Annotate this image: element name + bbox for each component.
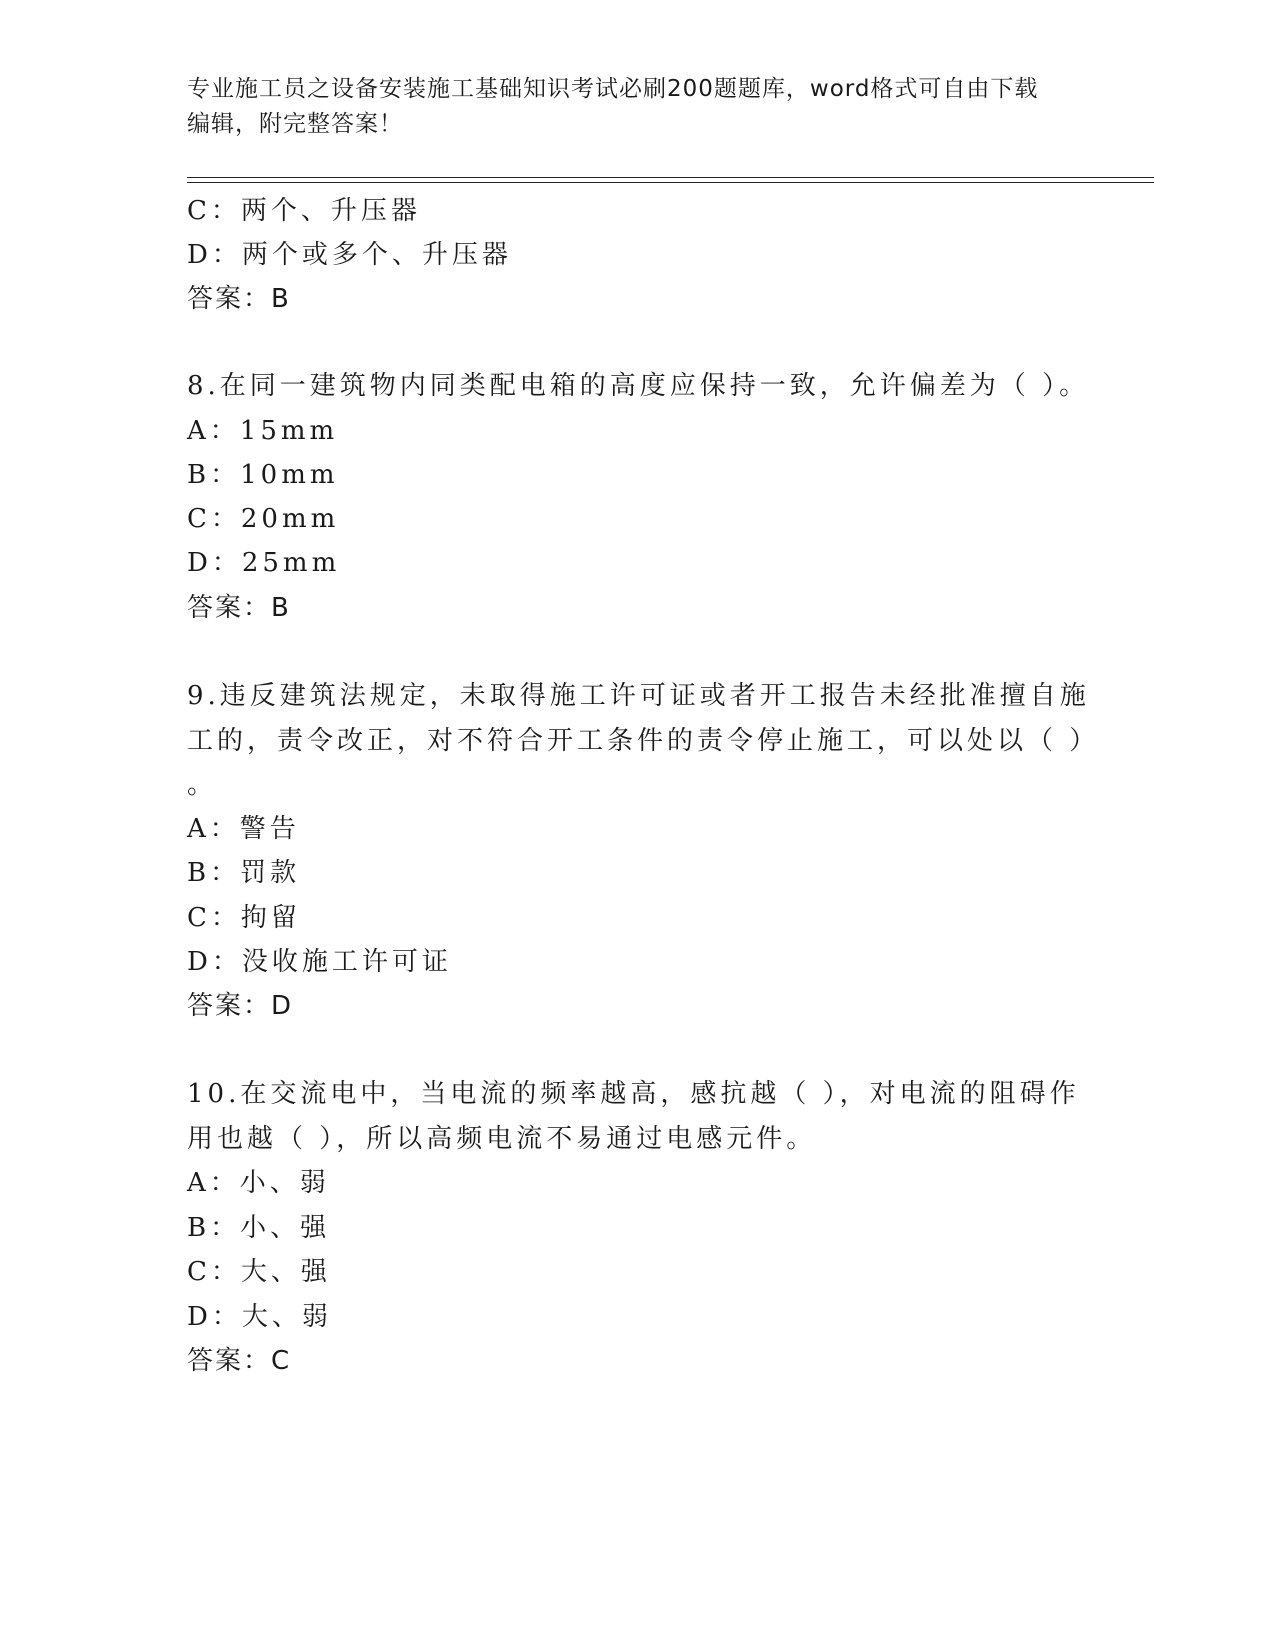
question-9-stem-line-1: 9.违反建筑法规定，未取得施工许可证或者开工报告未经批准擅自施	[187, 681, 1090, 711]
question-8-option-d: D：25mm	[187, 548, 341, 578]
question-10-stem-line-2: 用也越（ ），所以高频电流不易通过电感元件。	[187, 1124, 817, 1154]
question-8-answer: 答案：B	[187, 593, 291, 623]
question-9-option-a: A：警告	[187, 814, 300, 844]
question-10-option-a: A：小、弱	[187, 1168, 330, 1198]
question-8-stem: 8.在同一建筑物内同类配电箱的高度应保持一致，允许偏差为（ ）。	[187, 371, 1090, 401]
question-8-option-a: A：15mm	[187, 416, 339, 446]
question-8-option-b: B：10mm	[187, 460, 339, 490]
header-title-line-1: 专业施工员之设备安装施工基础知识考试必刷200题题库，word格式可自由下载	[187, 76, 1039, 102]
question-9-stem-line-2: 工的，责令改正，对不符合开工条件的责令停止施工，可以处以（ ）	[187, 726, 1100, 756]
question-10-option-b: B：小、强	[187, 1213, 331, 1243]
header-title-line-2: 编辑，附完整答案！	[187, 111, 403, 137]
question-9-option-d: D：没收施工许可证	[187, 947, 452, 977]
question-10-stem-line-1: 10.在交流电中，当电流的频率越高，感抗越（ ），对电流的阻碍作	[187, 1079, 1080, 1109]
question-9-option-b: B：罚款	[187, 858, 301, 888]
answer-line: 答案：B	[187, 284, 291, 314]
header-divider-bottom	[187, 182, 1154, 183]
header-divider-top	[187, 177, 1154, 178]
question-10-answer: 答案：C	[187, 1346, 292, 1376]
question-10-option-c: C：大、强	[187, 1257, 331, 1287]
question-9-option-c: C：拘留	[187, 903, 301, 933]
option-c: C：两个、升压器	[187, 196, 421, 226]
option-d: D：两个或多个、升压器	[187, 240, 512, 270]
question-9-stem-line-3: 。	[187, 770, 218, 800]
page-header	[187, 72, 1087, 142]
question-8-option-c: C：20mm	[187, 504, 340, 534]
question-10-option-d: D：大、弱	[187, 1302, 332, 1332]
question-9-answer: 答案：D	[187, 991, 294, 1021]
